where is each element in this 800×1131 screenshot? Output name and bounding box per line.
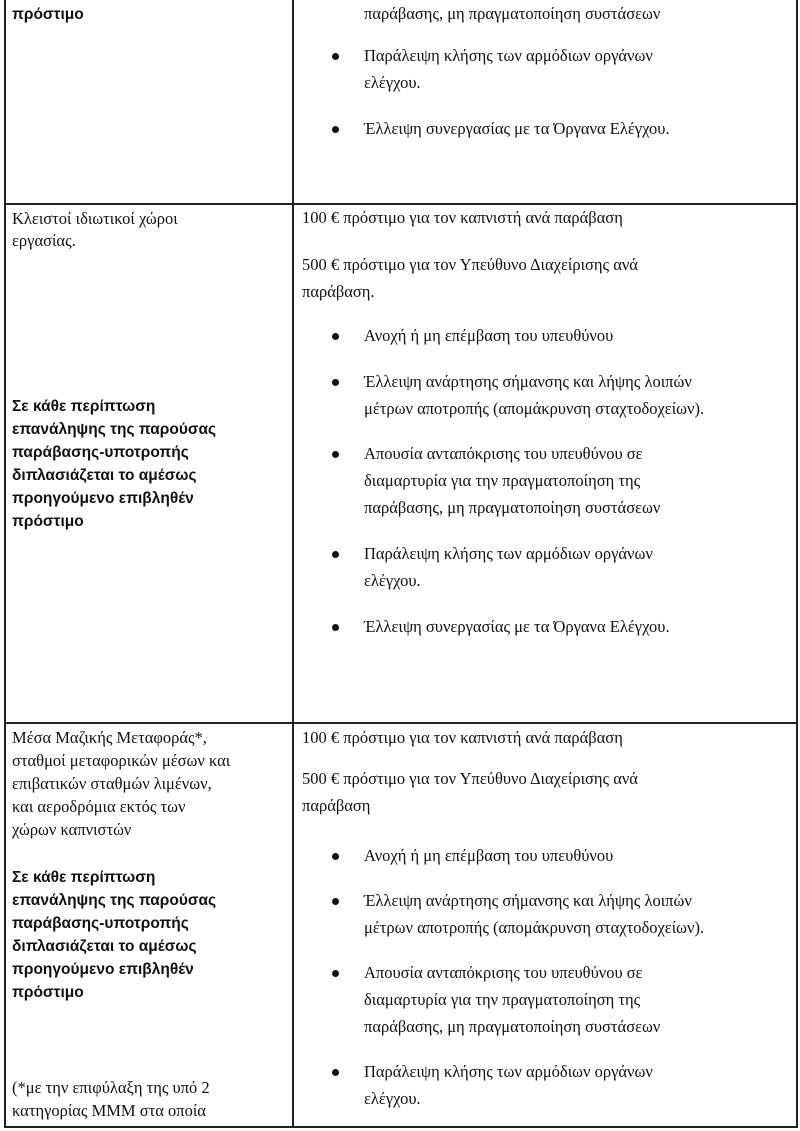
- bullet-text: Παράλειψη κλήσης των αρμόδιων οργάνων: [364, 544, 653, 563]
- bullet-text: Έλλειψη συνεργασίας με τα Όργανα Ελέγχου.: [364, 617, 670, 636]
- location-title: χώρων καπνιστών: [12, 820, 132, 839]
- penalty-repeat-note: διπλασιάζεται το αμέσως: [12, 467, 197, 484]
- bullet-dot: [332, 379, 339, 386]
- location-title: Μέσα Μαζικής Μεταφοράς*,: [12, 728, 207, 747]
- smoker-fine: 100 € πρόστιμο για τον καπνιστή ανά παράβαση: [302, 208, 623, 227]
- location-title: εργασίας.: [12, 231, 76, 250]
- smoker-fine: 100 € πρόστιμο για τον καπνιστή ανά παράβαση: [302, 728, 623, 747]
- bullet-dot: [332, 451, 339, 458]
- penalty-repeat-note: Σε κάθε περίπτωση: [12, 869, 156, 886]
- bullet-text: ελέγχου.: [364, 1089, 421, 1108]
- bullet-text: Ανοχή ή μη επέμβαση του υπευθύνου: [364, 326, 614, 345]
- bullet-dot: [332, 898, 339, 905]
- penalty-repeat-note: πρόστιμο: [12, 513, 84, 530]
- bullet-dot: [332, 1069, 339, 1076]
- bullet-text: Απουσία ανταπόκρισης του υπευθύνου σε: [364, 444, 643, 463]
- manager-fine: 500 € πρόστιμο για τον Υπεύθυνο Διαχείρισης ανά: [302, 769, 638, 788]
- bullet-dot: [332, 53, 339, 60]
- penalty-repeat-note: επανάληψης της παρούσας: [12, 421, 217, 438]
- column-divider: [292, 0, 294, 1128]
- footnote: (*με την επιφύλαξη της υπό 2: [12, 1078, 210, 1097]
- bullet-text: διαμαρτυρία για την πραγματοποίηση της: [364, 471, 641, 490]
- bullet-text: μέτρων αποτροπής (απομάκρυνση σταχτοδοχείων).: [364, 399, 705, 418]
- bullet-dot: [332, 551, 339, 558]
- bullet-text: παράβασης, μη πραγματοποίηση συστάσεων: [364, 4, 661, 23]
- bullet-dot: [332, 970, 339, 977]
- penalty-repeat-note: επανάληψης της παρούσας: [12, 892, 217, 909]
- location-title: Κλειστοί ιδιωτικοί χώροι: [12, 209, 178, 228]
- location-title: σταθμοί μεταφορικών μέσων και: [12, 751, 231, 770]
- bullet-dot: [332, 333, 339, 340]
- bullet-dot: [332, 126, 339, 133]
- bullet-text: παράβασης, μη πραγματοποίηση συστάσεων: [364, 498, 661, 517]
- bullet-text: μέτρων αποτροπής (απομάκρυνση σταχτοδοχείων).: [364, 918, 705, 937]
- location-title: επιβατικών σταθμών λιμένων,: [12, 774, 212, 793]
- manager-fine: παράβαση.: [302, 282, 375, 301]
- row-divider: [4, 203, 798, 205]
- penalty-repeat-note: διπλασιάζεται το αμέσως: [12, 938, 197, 955]
- bullet-text: διαμαρτυρία για την πραγματοποίηση της: [364, 990, 641, 1009]
- location-title: και αεροδρόμια εκτός των: [12, 797, 186, 816]
- penalty-repeat-note: προηγούμενο επιβληθέν: [12, 490, 194, 507]
- bullet-dot: [332, 624, 339, 631]
- bullet-text: Έλλειψη ανάρτησης σήμανσης και λήψης λοιπών: [364, 372, 692, 391]
- bullet-text: Απουσία ανταπόκρισης του υπευθύνου σε: [364, 963, 643, 982]
- manager-fine: 500 € πρόστιμο για τον Υπεύθυνο Διαχείρισης ανά: [302, 255, 638, 274]
- bullet-dot: [332, 853, 339, 860]
- bullet-text: Έλλειψη ανάρτησης σήμανσης και λήψης λοιπών: [364, 891, 692, 910]
- row-divider: [4, 722, 798, 724]
- penalty-repeat-note: παράβασης-υποτροπής: [12, 444, 189, 461]
- penalty-repeat-note: Σε κάθε περίπτωση: [12, 398, 156, 415]
- penalty-repeat-note: πρόστιμο: [12, 984, 84, 1001]
- bullet-text: ελέγχου.: [364, 73, 421, 92]
- footnote: κατηγορίας ΜΜΜ στα οποία: [12, 1101, 206, 1120]
- penalty-repeat-note-end: πρόστιμο: [12, 6, 84, 23]
- manager-fine: παράβαση: [302, 796, 371, 815]
- penalty-repeat-note: παράβασης-υποτροπής: [12, 915, 189, 932]
- bullet-text: Παράλειψη κλήσης των αρμόδιων οργάνων: [364, 1062, 653, 1081]
- bullet-text: παράβασης, μη πραγματοποίηση συστάσεων: [364, 1017, 661, 1036]
- bullet-text: ελέγχου.: [364, 571, 421, 590]
- penalty-repeat-note: προηγούμενο επιβληθέν: [12, 961, 194, 978]
- bullet-text: Ανοχή ή μη επέμβαση του υπευθύνου: [364, 846, 614, 865]
- bullet-text: Παράλειψη κλήσης των αρμόδιων οργάνων: [364, 46, 653, 65]
- bullet-text: Έλλειψη συνεργασίας με τα Όργανα Ελέγχου.: [364, 119, 670, 138]
